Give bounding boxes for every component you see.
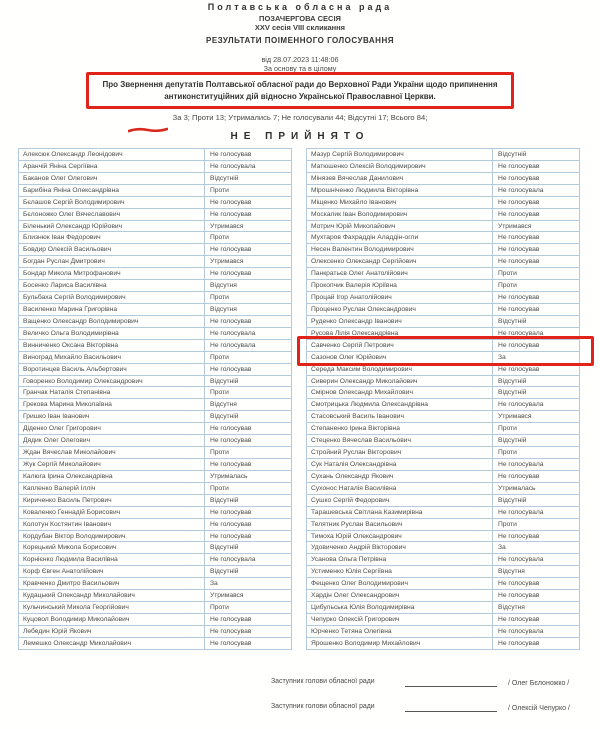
deputy-name: Дядик Олег Олегович — [19, 435, 205, 446]
deputy-vote: Не голосував — [210, 520, 252, 528]
deputy-name: Бовдир Олексій Васильович — [19, 244, 205, 255]
deputy-vote: Не голосував — [498, 532, 540, 540]
table-row — [307, 185, 579, 197]
deputy-name: Лемешко Олександр Миколайович — [19, 638, 205, 649]
votes-table-right — [306, 148, 580, 650]
deputy-name: Середа Максим Володимирович — [307, 364, 493, 375]
deputy-name: Панкратьєв Олег Анатолійович — [307, 268, 493, 279]
table-row — [19, 221, 291, 233]
deputy-vote: Не голосувала — [498, 186, 544, 194]
table-row — [19, 161, 291, 173]
table-row — [307, 244, 579, 256]
table-row — [19, 602, 291, 614]
deputy-vote: Не голосувала — [210, 556, 256, 564]
table-row — [19, 328, 291, 340]
table-row — [307, 209, 579, 221]
table-row — [19, 554, 291, 566]
deputy-name: Аранчій Яніна Сергіївна — [19, 161, 205, 172]
table-row — [19, 173, 291, 185]
deputy-name: Бєлашов Сергій Володимирович — [19, 197, 205, 208]
deputy-vote: Не голосував — [210, 460, 252, 468]
table-row — [19, 471, 291, 483]
table-row — [19, 197, 291, 209]
deputy-vote: Не голосував — [210, 532, 252, 540]
deputy-name: Калюга Ірина Олександрівна — [19, 471, 205, 482]
deputy-vote: Не голосувала — [498, 329, 544, 337]
vote-summary: За 3; Проти 13; Утримались 7; Не голосували 44; Відсутні 17; Всього 84; — [172, 113, 428, 122]
table-row — [307, 221, 579, 233]
deputy-name: Босенко Лариса Василівна — [19, 280, 205, 291]
deputy-vote: Проти — [498, 425, 517, 433]
deputy-vote: Не голосував — [498, 174, 540, 182]
deputy-name: Воротинцев Василь Альбертович — [19, 364, 205, 375]
signature-line — [405, 686, 497, 687]
deputy-vote: Не голосувала — [498, 401, 544, 409]
deputy-name: Савченко Сергій Петрович — [307, 340, 493, 351]
deputy-name: Капленко Валерій Ілліч — [19, 483, 205, 494]
table-row — [307, 507, 579, 519]
deputy-name: Фещенко Олег Володимирович — [307, 578, 493, 589]
table-row — [307, 280, 579, 292]
deputy-name: Бєлоножко Олег Вячеславович — [19, 209, 205, 220]
deputy-name: Куцовол Володимир Миколайович — [19, 614, 205, 625]
deputy-vote: Проти — [210, 234, 229, 242]
table-row — [307, 423, 579, 435]
deputy-vote: Не голосував — [210, 425, 252, 433]
table-row — [307, 566, 579, 578]
deputy-name: Сухонос Наталія Василівна — [307, 483, 493, 494]
table-row — [307, 542, 579, 554]
deputy-vote: Не голосував — [498, 341, 540, 349]
deputy-name: Корецький Микола Борисович — [19, 542, 205, 553]
table-row — [19, 614, 291, 626]
table-row — [19, 578, 291, 590]
deputy-name: Кириченко Василь Петрович — [19, 495, 205, 506]
session-number: XXV сесія VIII скликання — [254, 23, 346, 32]
table-row — [19, 280, 291, 292]
deputy-name: Баканов Олег Олегович — [19, 173, 205, 184]
deputy-name: Матюшенко Олексій Володимирович — [307, 161, 493, 172]
deputy-vote: Відсутня — [498, 604, 525, 612]
deputy-name: Винниченко Оксана Вікторівна — [19, 340, 205, 351]
deputy-vote: Відсутня — [210, 305, 237, 313]
deputy-name: Мінязев Вячеслав Данилович — [307, 173, 493, 184]
deputy-name: Москалик Іван Володимирович — [307, 209, 493, 220]
table-row — [19, 566, 291, 578]
deputy-vote: Не голосував — [498, 580, 540, 588]
deputy-name: Усанова Ольга Петрівна — [307, 554, 493, 565]
deputy-name: Жук Сергій Миколайович — [19, 459, 205, 470]
deputy-name: Стасовський Василь Іванович — [307, 411, 493, 422]
table-row — [307, 495, 579, 507]
deputy-name: Степаненко Ірина Вікторівна — [307, 423, 493, 434]
deputy-name: Міщенко Михайло Іванович — [307, 197, 493, 208]
table-row — [19, 531, 291, 543]
deputy-vote: Не голосувала — [210, 329, 256, 337]
table-row — [19, 387, 291, 399]
deputy-name: Бондар Микола Митрофанович — [19, 268, 205, 279]
deputy-vote: Відсутній — [498, 151, 527, 158]
table-row — [19, 340, 291, 352]
deputy-name: Несен Валентин Володимирович — [307, 244, 493, 255]
deputy-name: Коваленко Геннадій Борисович — [19, 507, 205, 518]
table-row — [307, 376, 579, 388]
deputy-vote: Не голосував — [210, 639, 252, 647]
votes-table-left — [18, 148, 292, 650]
deputy-vote: За — [210, 580, 218, 588]
deputy-vote: Не голосував — [210, 615, 252, 623]
table-row — [19, 507, 291, 519]
table-row — [19, 304, 291, 316]
table-row — [19, 626, 291, 638]
deputy-name: Смірнов Олександр Михайлович — [307, 387, 493, 398]
deputy-name: Біленький Олександр Юрійович — [19, 221, 205, 232]
deputy-name: Сук Наталія Олександрівна — [307, 459, 493, 470]
deputy-vote: За — [498, 544, 506, 552]
signatory-role: Заступник голови обласної ради — [271, 678, 375, 685]
table-row — [19, 232, 291, 244]
table-row — [19, 638, 291, 650]
deputy-vote: Не голосувала — [498, 460, 544, 468]
table-row — [307, 316, 579, 328]
table-row — [307, 387, 579, 399]
vote-datetime: від 28.07.2023 11:48:06 — [261, 55, 339, 64]
deputy-vote: Не голосував — [210, 270, 252, 278]
table-row — [307, 304, 579, 316]
deputy-name: Удовиченко Андрій Вікторович — [307, 542, 493, 553]
deputy-vote: Не голосував — [498, 592, 540, 600]
deputy-vote: Відсутній — [210, 568, 239, 576]
deputy-vote: Проти — [210, 186, 229, 194]
deputy-name: Богдан Руслан Дмитрович — [19, 256, 205, 267]
signatory-role: Заступник голови обласної ради — [271, 703, 375, 710]
deputy-vote: Не голосував — [498, 365, 540, 373]
deputy-vote: Проти — [210, 449, 229, 457]
table-row — [19, 459, 291, 471]
deputy-name: Олексенко Олександр Сергійович — [307, 256, 493, 267]
table-row — [307, 447, 579, 459]
deputy-name: Величко Ольга Володимирівна — [19, 328, 205, 339]
deputy-vote: Не голосувала — [498, 508, 544, 516]
deputy-name: Стеценко Вячеслав Васильович — [307, 435, 493, 446]
deputy-name: Говоренко Володимир Олександрович — [19, 376, 205, 387]
deputy-vote: Утримався — [498, 413, 532, 421]
table-row — [19, 209, 291, 221]
deputy-name: Телятник Руслан Васильович — [307, 519, 493, 530]
table-row — [307, 554, 579, 566]
deputy-name: Смотрицька Людмила Олександрівна — [307, 399, 493, 410]
deputy-vote: Відсутній — [210, 377, 239, 385]
table-row — [307, 471, 579, 483]
deputy-vote: Проти — [210, 604, 229, 612]
deputy-name: Чепурко Олексій Григорович — [307, 614, 493, 625]
deputy-name: Мотрич Юрій Миколайович — [307, 221, 493, 232]
deputy-vote: Відсутня — [210, 282, 237, 290]
deputy-name: Сазонов Олег Юрійович — [307, 352, 493, 363]
table-row — [19, 185, 291, 197]
deputy-vote: Проти — [498, 520, 517, 528]
table-row — [307, 340, 579, 352]
decision-text: НЕ ПРИЙНЯТО — [230, 131, 370, 142]
deputy-name: Русова Лілія Олександрівна — [307, 328, 493, 339]
deputy-name: Колотун Костянтин Іванович — [19, 519, 205, 530]
table-row — [19, 376, 291, 388]
table-row — [307, 435, 579, 447]
signatory-name: / Олексій Чепурко / — [508, 705, 570, 712]
table-row — [19, 316, 291, 328]
deputy-vote: Не голосував — [498, 305, 540, 313]
deputy-vote: Не голосував — [210, 151, 252, 158]
deputy-vote: Не голосував — [210, 198, 252, 206]
table-row — [19, 149, 291, 161]
deputy-vote: Не голосував — [498, 234, 540, 242]
table-row — [307, 459, 579, 471]
table-row — [19, 519, 291, 531]
deputy-name: Бульбаха Сергій Володимирович — [19, 292, 205, 303]
deputy-name: Кордубан Віктор Володимирович — [19, 531, 205, 542]
deputy-vote: Не голосував — [498, 294, 540, 302]
deputy-vote: Проти — [498, 449, 517, 457]
deputy-name: Гришко Іван Іванович — [19, 411, 205, 422]
deputy-name: Мазур Сергій Володимирович — [307, 149, 493, 160]
deputy-name: Прокопчик Валерія Юріївна — [307, 280, 493, 291]
deputy-vote: Відсутній — [498, 496, 527, 504]
deputy-vote: Не голосував — [210, 508, 252, 516]
table-row — [19, 244, 291, 256]
deputy-name: Алексюк Олександр Леонідович — [19, 149, 205, 160]
deputy-vote: Відсутній — [210, 174, 239, 182]
deputy-name: Грекова Марина Миколаївна — [19, 399, 205, 410]
results-title: РЕЗУЛЬТАТИ ПОІМЕННОГО ГОЛОСУВАННЯ — [206, 36, 394, 45]
table-row — [19, 435, 291, 447]
table-row — [19, 364, 291, 376]
deputy-vote: Не голосував — [210, 437, 252, 445]
deputy-vote: Не голосував — [210, 210, 252, 218]
table-row — [19, 411, 291, 423]
deputy-vote: Не голосував — [498, 615, 540, 623]
question-text: Про Звернення депутатів Полтавської обласної ради до Верховної Ради України щодо припинення антиконституційних дій відносно Української Православної Церкви. — [102, 79, 498, 101]
table-row — [307, 483, 579, 495]
deputy-vote: Не голосував — [498, 472, 540, 480]
deputy-vote: Відсутній — [498, 317, 527, 325]
deputy-name: Сушко Сергій Федорович — [307, 495, 493, 506]
deputy-name: Мухтаров Фахраддін Аладдін-огли — [307, 232, 493, 243]
deputy-name: Лебедин Юрій Якович — [19, 626, 205, 637]
deputy-vote: Не голосував — [498, 210, 540, 218]
deputy-vote: Відсутній — [498, 437, 527, 445]
table-row — [307, 638, 579, 650]
deputy-vote: Утрималась — [210, 472, 248, 480]
table-row — [19, 542, 291, 554]
table-row — [307, 364, 579, 376]
table-row — [19, 423, 291, 435]
deputy-vote: Не голосувала — [210, 341, 256, 349]
deputy-name: Ващенко Олександр Володимирович — [19, 316, 205, 327]
table-row — [19, 447, 291, 459]
deputy-vote: Утримався — [498, 222, 532, 230]
table-row — [307, 292, 579, 304]
deputy-name: Близнюк Іван Федорович — [19, 232, 205, 243]
signatory-name: / Олег Бєлоножко / — [508, 680, 570, 687]
deputy-vote: Не голосувала — [498, 627, 544, 635]
deputy-name: Корф Євген Анатолійович — [19, 566, 205, 577]
deputy-name: Корнієнко Людмила Василівна — [19, 554, 205, 565]
deputy-vote: Відсутній — [498, 377, 527, 385]
deputy-vote: Не голосував — [210, 365, 252, 373]
vote-basis: За основу та в цілому — [263, 64, 337, 73]
deputy-name: Тимоха Юрій Олександрович — [307, 531, 493, 542]
table-row — [307, 626, 579, 638]
deputy-vote: Не голосував — [498, 246, 540, 254]
table-row — [307, 519, 579, 531]
deputy-name: Ярошенко Володимир Михайлович — [307, 638, 493, 649]
table-row — [19, 483, 291, 495]
deputy-vote: Відсутній — [210, 496, 239, 504]
deputy-vote: Не голосував — [498, 162, 540, 170]
deputy-vote: Не голосувала — [498, 556, 544, 564]
deputy-name: Мірошніченко Людмила Вікторівна — [307, 185, 493, 196]
deputy-vote: Не голосував — [210, 627, 252, 635]
table-row — [307, 197, 579, 209]
deputy-vote: Не голосував — [498, 639, 540, 647]
deputy-name: Барибіна Яніна Олександрівна — [19, 185, 205, 196]
deputy-vote: За — [498, 353, 506, 361]
table-row — [19, 590, 291, 602]
question-annotation-box — [86, 72, 514, 109]
table-row — [19, 256, 291, 268]
deputy-vote: Утримався — [210, 258, 244, 266]
deputy-vote: Не голосував — [498, 198, 540, 206]
deputy-name: Сиверин Олександр Миколайович — [307, 376, 493, 387]
deputy-name: Кудацький Олександр Миколайович — [19, 590, 205, 601]
deputy-vote: Не голосував — [210, 317, 252, 325]
deputy-vote: Не голосувала — [210, 162, 256, 170]
table-row — [19, 352, 291, 364]
table-row — [307, 352, 579, 364]
table-row — [19, 495, 291, 507]
deputy-vote: Утримався — [210, 222, 244, 230]
session-type: ПОЗАЧЕРГОВА СЕСІЯ — [259, 14, 341, 23]
table-row — [307, 411, 579, 423]
deputy-name: Проценко Руслан Олександрович — [307, 304, 493, 315]
table-row — [307, 614, 579, 626]
deputy-name: Кравченко Дмитро Васильович — [19, 578, 205, 589]
table-row — [307, 268, 579, 280]
deputy-name: Кульчинський Микола Георгійович — [19, 602, 205, 613]
deputy-vote: Відсутній — [210, 544, 239, 552]
deputy-vote: Відсутній — [498, 389, 527, 397]
deputy-name: Ждан Вячеслав Миколайович — [19, 447, 205, 458]
table-row — [307, 399, 579, 411]
deputy-vote: Відсутня — [210, 401, 237, 409]
deputy-name: Руденко Олександр Іванович — [307, 316, 493, 327]
deputy-vote: Відсутня — [498, 568, 525, 576]
deputy-name: Цибульська Юлія Володимирівна — [307, 602, 493, 613]
table-row — [307, 256, 579, 268]
org-title: Полтавська обласна рада — [207, 2, 393, 12]
deputy-name: Процай Ігор Анатолійович — [307, 292, 493, 303]
table-row — [307, 149, 579, 161]
deputy-vote: Утрималась — [498, 484, 536, 492]
deputy-name: Сухань Олександр Якович — [307, 471, 493, 482]
signature-row — [0, 703, 600, 715]
deputy-vote: Утримався — [210, 592, 244, 600]
deputy-vote: Проти — [210, 294, 229, 302]
deputy-name: Стройний Руслан Вікторович — [307, 447, 493, 458]
deputy-vote: Проти — [498, 270, 517, 278]
signature-row — [0, 678, 600, 690]
table-row — [307, 531, 579, 543]
deputy-name: Тарашевська Світлана Казимирівна — [307, 507, 493, 518]
deputy-name: Василенко Марина Григорівна — [19, 304, 205, 315]
deputy-vote: Проти — [498, 282, 517, 290]
deputy-vote: Відсутній — [210, 413, 239, 421]
deputy-name: Устименко Юлія Сергіївна — [307, 566, 493, 577]
table-row — [307, 578, 579, 590]
table-row — [307, 602, 579, 614]
table-row — [307, 161, 579, 173]
deputy-name: Хардін Олег Олександрович — [307, 590, 493, 601]
deputy-vote: Проти — [210, 353, 229, 361]
deputy-vote: Не голосував — [498, 258, 540, 266]
deputy-name: Виноград Михайло Васильович — [19, 352, 205, 363]
deputy-name: Юрченко Тетяна Олегівна — [307, 626, 493, 637]
table-row — [19, 399, 291, 411]
table-row — [19, 268, 291, 280]
deputy-vote: Проти — [210, 389, 229, 397]
deputy-vote: Проти — [210, 484, 229, 492]
table-row — [307, 590, 579, 602]
deputy-vote: Не голосував — [210, 246, 252, 254]
table-row — [19, 292, 291, 304]
signature-line — [405, 711, 497, 712]
table-row — [307, 173, 579, 185]
deputy-name: Діденко Олег Григорович — [19, 423, 205, 434]
table-row — [307, 328, 579, 340]
deputy-name: Гранчак Наталія Степанівна — [19, 387, 205, 398]
table-row — [307, 232, 579, 244]
